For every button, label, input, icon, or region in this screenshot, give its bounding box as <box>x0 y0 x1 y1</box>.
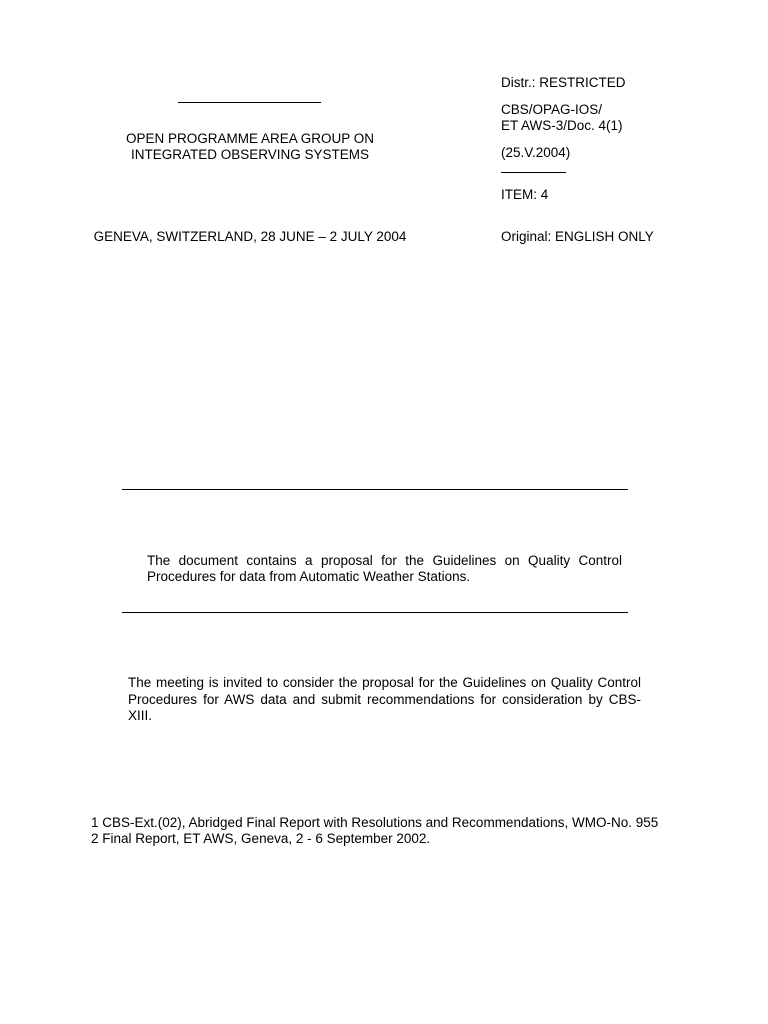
summary-text: The document contains a proposal for the Guidelines on Quality Control Procedures for data from Automatic Weather Stations. <box>147 553 622 584</box>
meeting-location: GENEVA, SWITZERLAND, 28 JUNE – 2 JULY 2004 <box>93 229 407 244</box>
document-reference-line2: ET AWS-3/Doc. 4(1) <box>501 118 623 133</box>
date-underline <box>501 172 566 173</box>
organization-heading-line2: INTEGRATED OBSERVING SYSTEMS <box>130 147 370 162</box>
action-text: The meeting is invited to consider the proposal for the Guidelines on Quality Control Procedures for AWS data and submit recommendations for consideration by CBS-XIII. <box>128 675 641 723</box>
document-reference <box>501 102 741 134</box>
footnote-1: 1 CBS-Ext.(02), Abridged Final Report with Resolutions and Recommendations, WMO-No. 955 <box>91 815 659 830</box>
original-language: Original: ENGLISH ONLY <box>501 229 654 244</box>
agenda-item: ITEM: 4 <box>501 187 549 202</box>
summary-bottom-rule <box>122 612 628 613</box>
document-reference-line1: CBS/OPAG-IOS/ <box>501 102 603 117</box>
organization-heading <box>80 131 420 163</box>
footnote-2: 2 Final Report, ET AWS, Geneva, 2 - 6 September 2002. <box>91 831 431 846</box>
header-underline <box>178 102 321 103</box>
organization-heading-line1: OPEN PROGRAMME AREA GROUP ON <box>125 131 375 146</box>
document-date: (25.V.2004) <box>501 145 571 160</box>
footnotes <box>91 815 731 847</box>
summary-top-rule <box>122 489 628 490</box>
distribution-label: Distr.: RESTRICTED <box>501 75 626 90</box>
